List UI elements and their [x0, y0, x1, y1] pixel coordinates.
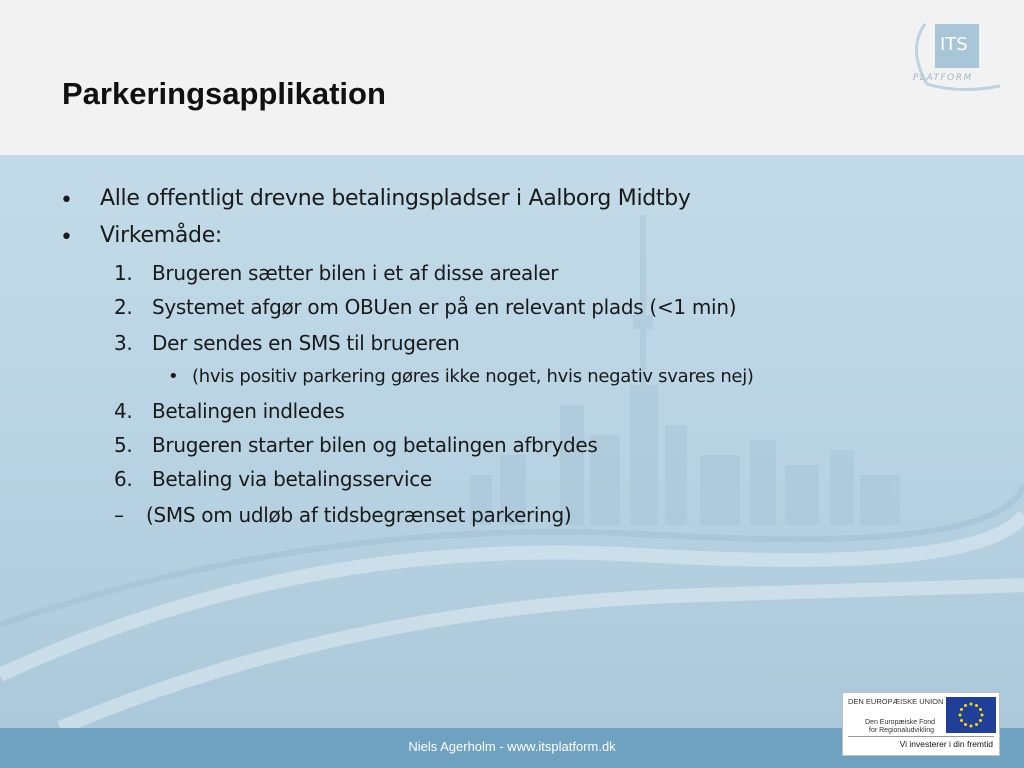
bullet-marker: • — [60, 225, 73, 250]
step-marker: 2. — [114, 295, 133, 319]
sub-bullet-text: (hvis positiv parkering gøres ikke noget, hvis negativ svares nej) — [192, 366, 754, 387]
step-marker: 1. — [114, 261, 133, 285]
sub-bullet-marker: • — [168, 366, 179, 387]
step-text: Brugeren sætter bilen i et af disse arealer — [152, 261, 559, 285]
step-text: Systemet afgør om OBUen er på en relevant plads (<1 min) — [152, 295, 737, 319]
dash-text: (SMS om udløb af tidsbegrænset parkering) — [146, 503, 572, 527]
bullet-text: Alle offentligt drevne betalingspladser i Aalborg Midtby — [100, 186, 691, 211]
footer-text: Niels Agerholm - www.itsplatform.dk — [408, 739, 616, 754]
eu-divider — [848, 736, 994, 737]
step-marker: 3. — [114, 331, 133, 355]
step-text: Der sendes en SMS til brugeren — [152, 331, 460, 355]
eu-flag-icon — [946, 697, 996, 733]
bullet-text: Virkemåde: — [100, 223, 223, 248]
eu-slogan: Vi investerer i din fremtid — [899, 739, 993, 749]
eu-badge-title: DEN EUROPÆISKE UNION — [848, 697, 944, 706]
step-marker: 5. — [114, 433, 133, 457]
logo-sub-text: PLATFORM — [913, 73, 973, 83]
eu-fund-line-2: for Regionaludvikling — [869, 727, 934, 734]
step-text: Betaling via betalingsservice — [152, 467, 432, 491]
eu-badge — [842, 692, 1000, 756]
step-marker: 6. — [114, 467, 133, 491]
step-text: Betalingen indledes — [152, 399, 345, 423]
logo-mark-text: ITS — [940, 34, 968, 55]
step-text: Brugeren starter bilen og betalingen afbrydes — [152, 433, 598, 457]
page-title: Parkeringsapplikation — [62, 76, 386, 111]
dash-marker: – — [114, 503, 124, 527]
bullet-marker: • — [60, 188, 73, 213]
eu-fund-line-1: Den Europæiske Fond — [865, 719, 936, 726]
step-marker: 4. — [114, 399, 133, 423]
